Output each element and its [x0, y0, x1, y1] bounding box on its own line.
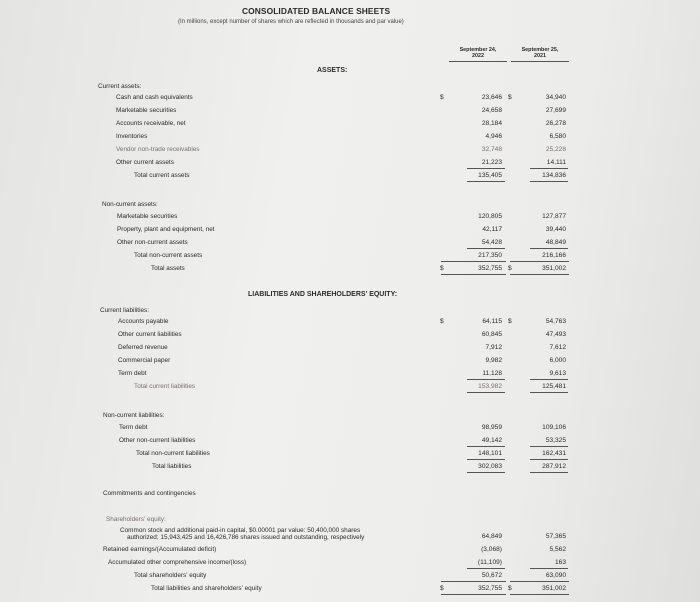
column-header-2021: September 25, 2021: [521, 47, 559, 59]
dollar-sign: $: [440, 94, 444, 101]
dollar-sign: $: [508, 94, 512, 101]
equity-heading: Shareholders' equity:: [106, 516, 166, 523]
column-header-2022: September 24, 2022: [459, 47, 497, 59]
current-liabilities-heading: Current liabilities:: [100, 307, 150, 314]
assets-heading: ASSETS:: [317, 67, 348, 74]
page-subtitle: (In millions, except number of shares which are reflected in thousands and par value): [178, 19, 404, 25]
balance-sheet-page: CONSOLIDATED BALANCE SHEETS (In millions, except number of shares which are reflected in thousands and par value) September 24, 2022 September 25, 2021 ASSETS: Current assets: $ $ Cash and cash equivalents 23,646 34,940 Marketable securities 24,658 27,699 Accounts receivable, net 28,184 26,278 Inventories 4,946 6,580 Vendor non-trade receivables 32,748 25,228 Other current assets 21,223 14,111 Total current assets 135,405 134,836 Non-current assets: Marketable securities 120,805 127,877 Property, plant and equipment, net 42,117 39,440 Other non-current assets 54,428 48,849 Total non-current assets 217,350 216,166 Total assets $ 352,755 $ 351,002 LIABILITIES AND SHAREHOLDERS' EQUITY: Current liabilities: $ $ Accounts payable 64,115 54,763 Other current liabilities 60,845 47,493 Deferred revenue 7,912 7,612 Commercial paper 9,982 6,000 Term debt 11,128 9,613 Total current liabilities 153,982 125,481 Non-current liabilities: Term debt 98,959 109,106 Other non-current liabilities 49,142 53,325 Total non-current liabilities 148,101 162,431 Total liabilities 302,083 287,912 Commitments and contingencies Shareholders' equity: Common stock and additional paid-in capital, $0.00001 par value: 50,400,000 shares authorized; 15,943,425 and 16,426,786 shares issued and outstanding, respectively 64,849 57,365 Retained earnings/(Accumulated deficit) (3,068) 5,562 Accumulated other comprehensive income/(loss) (11,109) 163 Total shareholders' equity 50,672 63,090 Total liabilities and shareholders' equity $ 352,755 $ 351,002: [0, 0, 700, 602]
noncurrent-assets-heading: Non-current assets:: [102, 201, 158, 208]
common-stock-label: Common stock and additional paid-in capital, $0.00001 par value: 50,400,000 shares authorized; 15,943,425 and 16,426,786 shares issued and outstanding, respectively: [120, 527, 365, 541]
dollar-sign: $: [440, 318, 444, 325]
page-title: CONSOLIDATED BALANCE SHEETS: [242, 6, 391, 16]
commitments-label: Commitments and contingencies: [103, 490, 196, 497]
liabilities-heading: LIABILITIES AND SHAREHOLDERS' EQUITY:: [248, 291, 398, 298]
dollar-sign: $: [508, 318, 512, 325]
current-assets-heading: Current assets:: [98, 83, 142, 90]
noncurrent-liabilities-heading: Non-current liabilities:: [103, 412, 165, 419]
